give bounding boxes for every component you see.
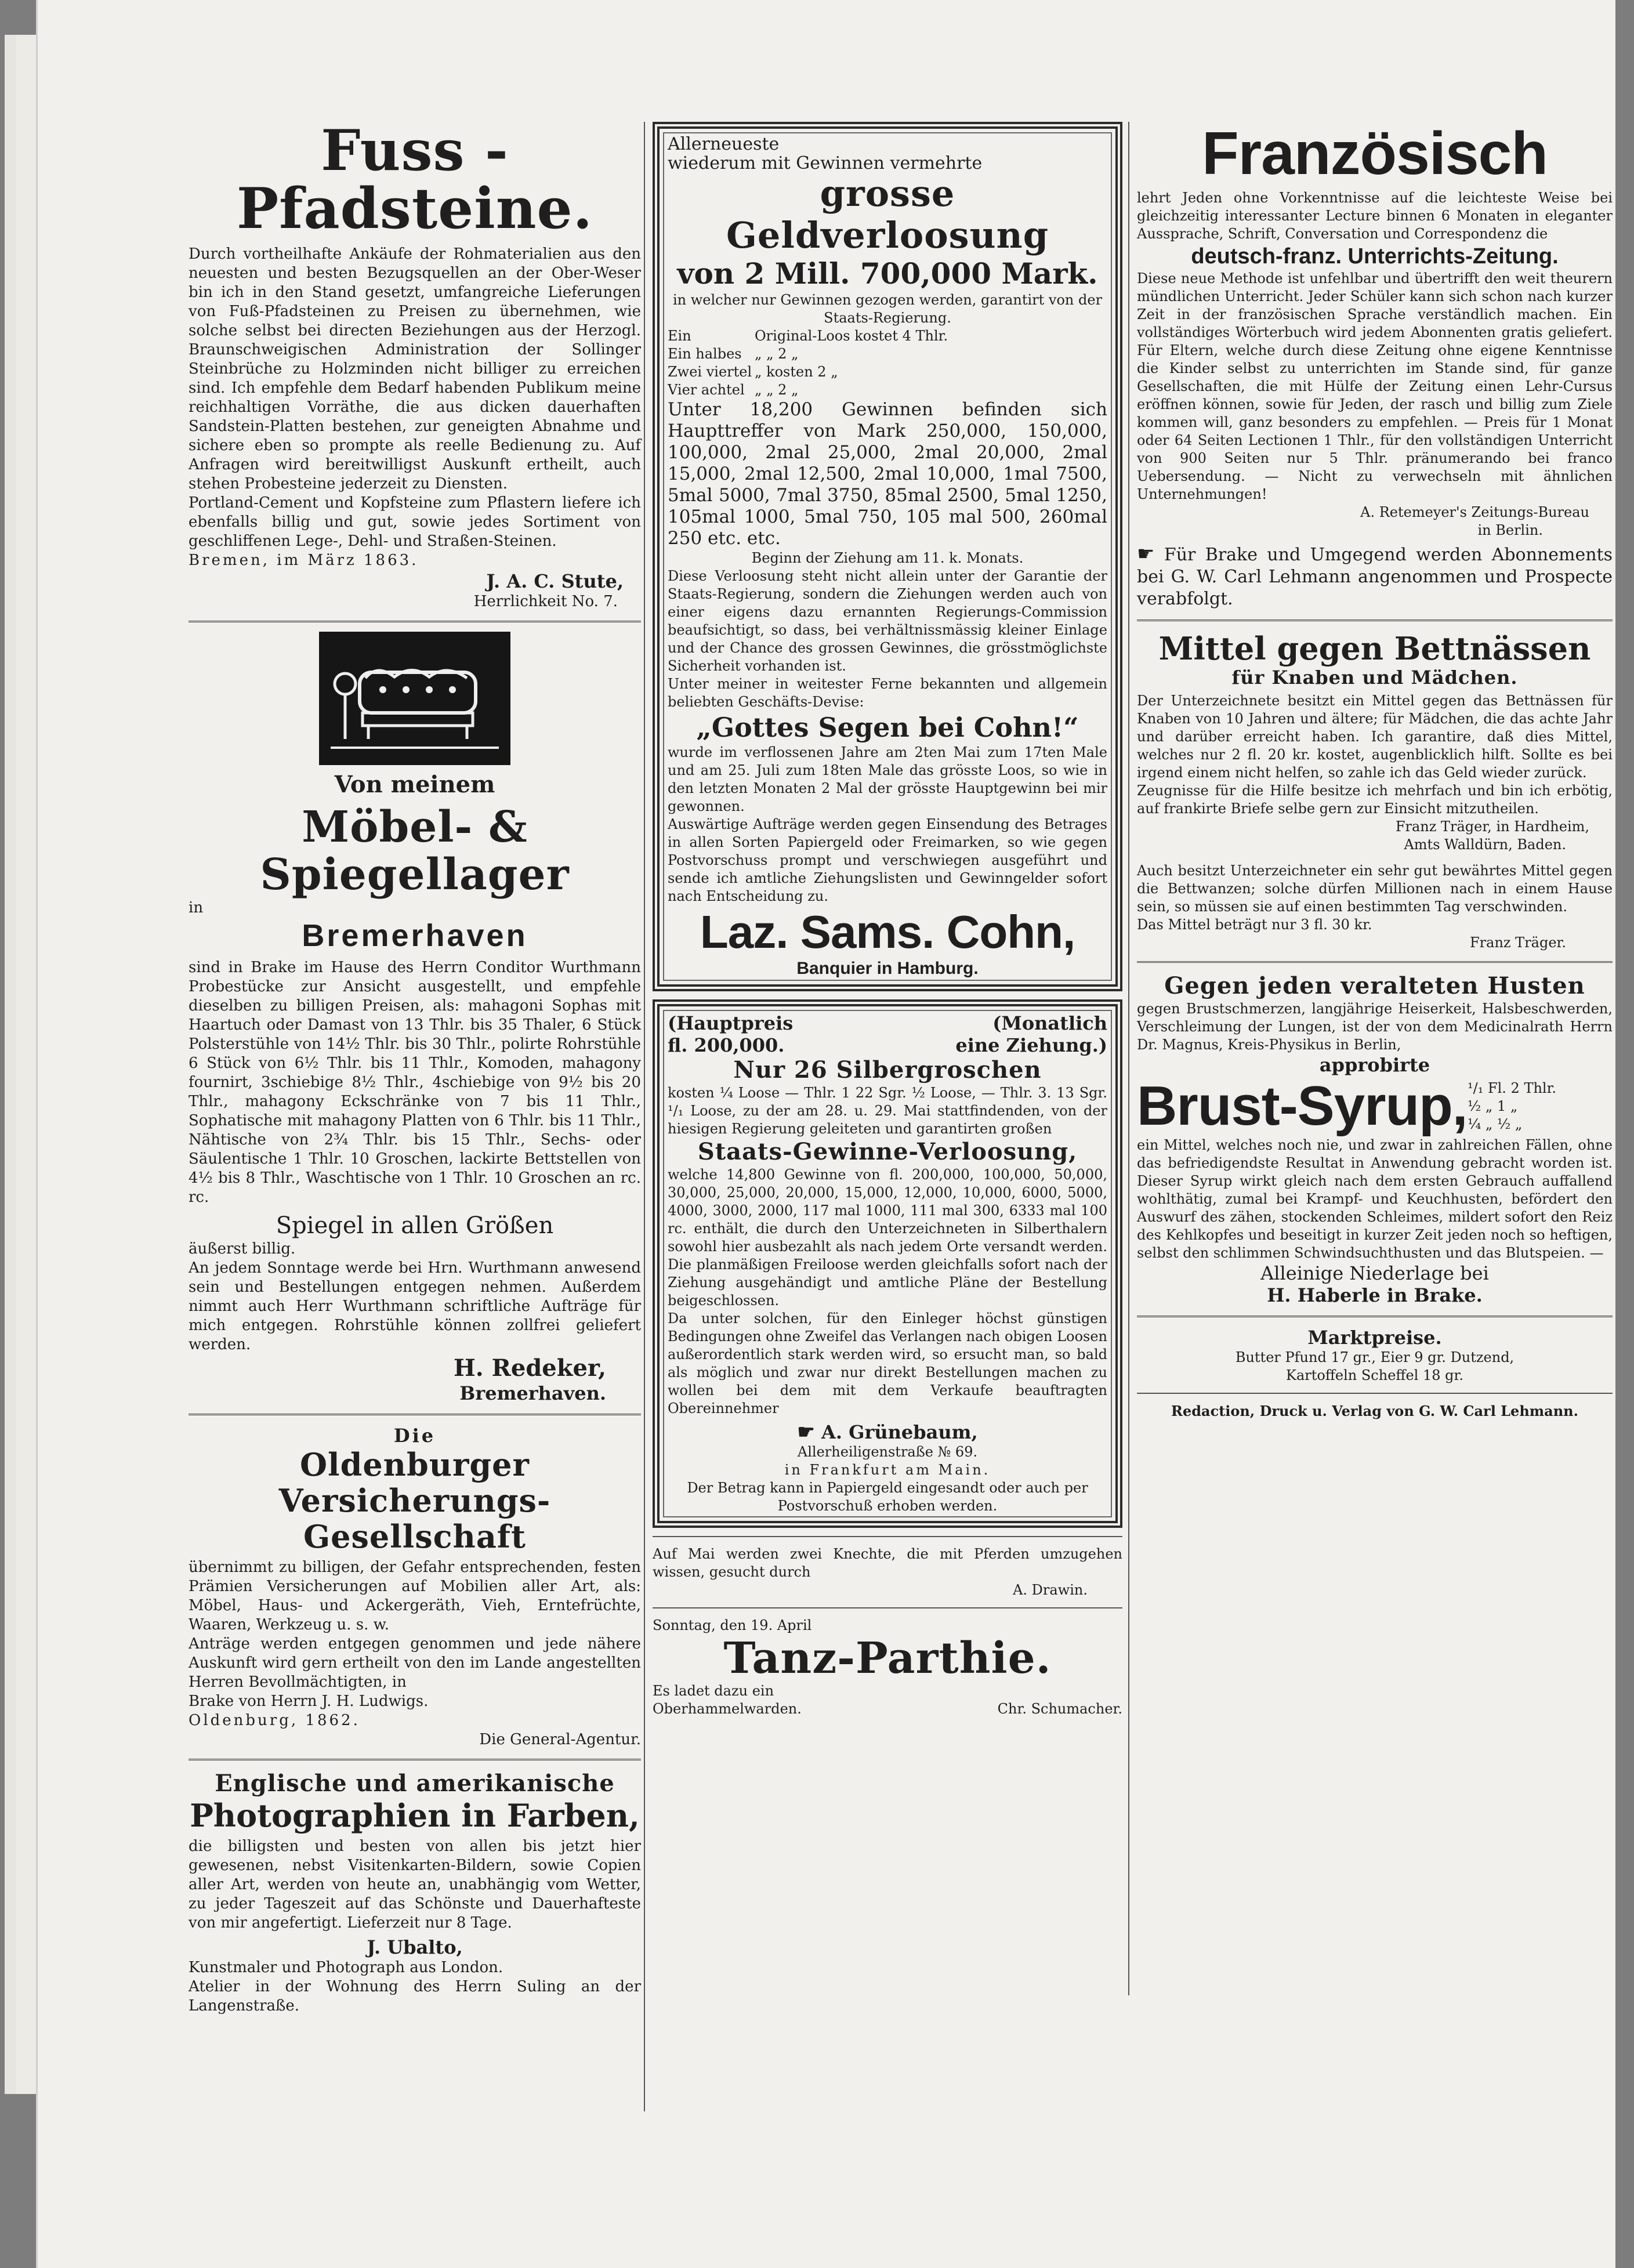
ad-title: Staats-Gewinne-Verloosung, — [697, 1138, 1078, 1165]
ad-kicker: Die — [393, 1425, 436, 1447]
price-label: Zwei viertel — [668, 364, 752, 380]
ad-body-2: Portland-Cement und Kopfsteine zum Pflastern liefere ich ebenfalls billig und gut, sowie jedes Sortiment von geschliffenen Lege-, Dehl- und Straßen-Steinen. — [189, 494, 641, 550]
signature-1: A. Retemeyer's Zeitungs-Bureau — [1360, 504, 1589, 520]
price-line: ¹/₁ Fl. 2 Thlr. — [1468, 1079, 1557, 1096]
separator — [189, 621, 641, 622]
separator — [1137, 1393, 1613, 1394]
ad-body: kosten ¼ Loose — Thlr. 1 22 Sgr. ½ Loose, — Thlr. 3. 13 Sgr. ¹/₁ Loose, zu der am 28. u. 29. Mai stattfindenden, von der hiesigen Regierung geleiteten und garantirten großen — [668, 1085, 1107, 1137]
header-left — [668, 1012, 793, 1056]
product-name: Brust-Syrup, — [1137, 1075, 1468, 1137]
product-row — [1137, 1076, 1613, 1136]
ad-knechte — [653, 1545, 1122, 1599]
price-line-1: Butter Pfund 17 gr., Eier 9 gr. Dutzend, — [1235, 1349, 1515, 1365]
ad-brust-syrup — [1137, 972, 1613, 1306]
ad-title-2: Photographien in Farben, — [190, 1797, 640, 1834]
note: Der Betrag kann in Papiergeld eingesandt oder auch per Postvorschuß erhoben werden. — [687, 1480, 1088, 1514]
price: Das Mittel beträgt nur 3 fl. 30 kr. — [1137, 916, 1372, 933]
ad-kicker: Von meinem — [334, 771, 495, 798]
price-line: ½ „ 1 „ — [1468, 1097, 1518, 1114]
address-2: in Frankfurt am Main. — [784, 1462, 991, 1478]
price-text: „ kosten 2 „ — [755, 364, 838, 380]
event-date: Sonntag, den 19. April — [653, 1617, 812, 1633]
ad-franzoesisch — [1137, 122, 1613, 610]
ad-bettnaessen — [1137, 631, 1613, 952]
imprint: Redaction, Druck u. Verlag von G. W. Carl Lehmann. — [1171, 1403, 1578, 1419]
invitation: Es ladet dazu ein Oberhammelwarden. — [653, 1683, 802, 1717]
paper-name: deutsch-franz. Unterrichts-Zeitung. — [1191, 244, 1559, 269]
price-label: Vier achtel — [668, 382, 745, 398]
price-line-2: Kartoffeln Scheffel 18 gr. — [1286, 1367, 1463, 1383]
price-text: „ „ 2 „ — [755, 346, 799, 362]
column-rule-left — [644, 122, 645, 2111]
price-list — [668, 327, 1107, 399]
address-1: Allerheiligenstraße № 69. — [797, 1444, 978, 1460]
ad-body-2: ein Mittel, welches noch nie, und zwar in zahlreichen Fällen, ohne das befriedigendste Resultat in Anwendung gebracht worden ist. Dieser Syrup wirkt gleich nach dem ersten Gebrauch auffallend wohlthätig, zumal bei Krampf- und Keuchhusten, befördert den Auswurf des zähen, stockenden Schleimes, mildert sofort den Reiz des Kehlkopfes und beseitigt in kurzer Zeit jeden noch so heftigen, selbst den schlimmen Schwindsuchthusten und das Blutspeien. — — [1137, 1137, 1613, 1261]
price-heading: Nur 26 Silbergroschen — [733, 1056, 1042, 1084]
price-row — [668, 327, 1107, 345]
ad-title: grosse Geldverloosung — [726, 172, 1049, 256]
price-line: ¼ „ ½ „ — [1468, 1115, 1523, 1132]
ad-title: Französisch — [1202, 120, 1548, 187]
separator — [1137, 1316, 1613, 1317]
product-prices — [1468, 1079, 1556, 1133]
ad-body: Durch vortheilhafte Ankäufe der Rohmaterialien aus den neuesten und besten Bezugsquellen an der Ober-Weser bin ich in den Stand gesetzt, umfangreiche Lieferungen von Fuß-Pfadsteinen zu Preisen zu übernehmen, wie solche selbst bei directen Beziehungen aus der Herzogl. Braunschweigischen Administration der Sollinger Steinbrüche zu Holzminden nicht billiger zu erreichen sind. Ich empfehle dem Bedarf habenden Publikum meine reichhaltigen Vorräthe, die aus dicken dauerhaften Sandstein-Platten bestehen, zur geneigten Abnahme und sichere eben so prompte als reelle Bedienung zu. Auf Anfragen wird bereitwilligst Auskunft ertheilt, auch stehen Probesteine jederzeit zu Diensten. — [189, 245, 641, 492]
signature-text: A. Grünebaum, — [821, 1421, 978, 1443]
ad-body: gegen Brustschmerzen, langjährige Heiserkeit, Halsbeschwerden, Verschleimung der Lungen, ist der von dem Medicinalrath Herrn Dr. Magnus, Kreis-Physikus in Berlin, — [1137, 1001, 1613, 1053]
header-row — [668, 1012, 1107, 1056]
separator — [1137, 619, 1613, 621]
ad-body-2: An jedem Sonntage werde bei Hrn. Wurthmann anwesend sein und Bestellungen entgegen nehmen. Außerdem nimmt auch Herr Wurthmann schriftliche Aufträge für mich entgegen. Rohrstühle können zollfrei geliefert werden. — [189, 1259, 641, 1353]
ad-title: Fuss - Pfadsteine. — [236, 118, 593, 241]
ad-body-2: welche 14,800 Gewinne von fl. 200,000, 100,000, 50,000, 30,000, 25,000, 20,000, 15,000, 12,000, 10,000, 6000, 5000, 4000, 3000, 2000, 117 mal 1000, 111 mal 300, 6333 mal 100 rc. enthält, die durch den Unterzeichneten in Silberthalern sowohl hier ausbezahlt als nach jedem Orte versandt werden. Die planmäßigen Freiloose werden gleichfalls sofort nach der Ziehung ausgehändigt und amtliche Pläne der Bestellung beigeschlossen. — [668, 1166, 1107, 1309]
ad-title-1: Englische und amerikanische — [215, 1770, 615, 1797]
column-3 — [1137, 122, 1613, 1420]
price-text: Original-Loos kostet 4 Thlr. — [755, 328, 948, 344]
ad-title: Gegen jeden veralteten Husten — [1164, 972, 1585, 999]
signature-place: Bremerhaven. — [459, 1382, 606, 1404]
subtitle: Spiegel in allen Größen — [276, 1212, 554, 1239]
price-row — [668, 363, 1107, 381]
separator — [1137, 961, 1613, 963]
ad-geldverloosung-cohn — [653, 122, 1122, 991]
ad-body: Auf Mai werden zwei Knechte, die mit Pferden umzugehen wissen, gesucht durch — [653, 1546, 1122, 1580]
ad-body-4: wurde im verflossenen Jahre am 2ten Mai zum 17ten Male und am 25. Juli zum 18ten Male das grösste Loos, so wie in den letzten Monaten 2 Mal der grösste Hauptgewinn bei mir gewonnen. — [668, 744, 1107, 814]
ad-body: sind in Brake im Hause des Herrn Conditor Wurthmann Probestücke zur Ansicht ausgestellt, und empfehle dieselben zu billigen Preisen, als: mahagoni Sophas mit Haartuch oder Damast von 13 Thlr. bis 35 Thaler, 6 Stück Polsterstühle von 14½ Thlr. bis 30 Thlr., polirte Rohrstühle 6 Stück von 6½ Thlr. bis 11 Thlr., Komoden, mahagony fournirt, 3schiebige 8½ Thlr., 4schiebige von 9½ bis 20 Thlr., mahagony Eckschränke von 7 bis 11 Thlr., Sophatische mit mahagony Platten von 6 Thlr. bis 11 Thlr., Nähtische von 2¾ Thlr. bis 15 Thlr., Sechs- oder Säulentische 1 Thlr. 10 Groschen, lackirte Bettstellen von 4½ bis 8 Thlr., Waschtische von 1 Thlr. 10 Groschen an rc. rc. — [189, 959, 641, 1206]
ad-body-3: Da unter solchen, für den Einleger höchst günstigen Bedingungen ohne Zweifel das Verlangen nach obigen Loosen außerordentlich stark werden wird, so ersucht man, so bald als möglich und zwar nur direkt Bestellungen machen zu wollen bei dem mit dem Verkaufe beauftragten Obereinnehmer — [668, 1310, 1107, 1416]
agent: Brake von Herrn J. H. Ludwigs. — [189, 1693, 429, 1710]
ad-intro: in welcher nur Gewinnen gezogen werden, garantirt von der Staats-Regierung. — [672, 292, 1103, 326]
signature-sub: Kunstmaler und Photograph aus London. — [189, 1959, 503, 1976]
signature: Chr. Schumacher. — [997, 1701, 1122, 1717]
ad-title: Mittel gegen Bettnässen — [1158, 630, 1591, 667]
column-1 — [189, 118, 641, 2016]
price-label: Ein halbes — [668, 346, 742, 362]
header-left-2: fl. 200,000. — [668, 1034, 785, 1056]
address: Herrlichkeit No. 7. — [473, 593, 618, 610]
ad-body: lehrt Jeden ohne Vorkenntnisse auf die leichteste Weise bei gleichzeitig interessanter Lecture binnen 6 Monaten in eleganter Aussprache, Schrift, Conversation und Correspondenz die — [1137, 190, 1613, 242]
local-agent — [1137, 543, 1613, 610]
ad-body-3: Auch besitzt Unterzeichneter ein sehr gut bewährtes Mittel gegen die Bettwanzen; solche dürfen Millionen nach in einem Hause sein, so müssen sie auf einen bestimmten Tag verschwinden. — [1137, 863, 1613, 915]
signature-2: in Berlin. — [1477, 522, 1543, 538]
ad-body-2: Zeugnisse für die Hilfe besitze ich mehrfach und bin ich erbötig, auf frankirte Briefe selbe gern zur Einsicht mitzutheilen. — [1137, 782, 1613, 817]
signature — [668, 1421, 1107, 1443]
ad-body-5: Auswärtige Aufträge werden gegen Einsendung des Betrages in allen Sorten Papiergeld oder Freimarken, so wie gegen Postvorschuss prompt und verschwiegen ausgeführt und sende ich amtliche Ziehungslisten und Gewinngelder sofort nach Entscheidung zu. — [668, 816, 1107, 904]
motto: „Gottes Segen bei Cohn!“ — [696, 712, 1079, 743]
city-name: Bremerhaven — [302, 918, 528, 953]
pointing-hand-icon: ☛ — [797, 1421, 815, 1444]
ad-moebel-spiegellager — [189, 632, 641, 1404]
pointing-hand-icon: ☛ — [1137, 542, 1155, 566]
signature: Franz Träger, in Hardheim, — [1395, 818, 1589, 835]
depot-name: H. Haberle in Brake. — [1267, 1284, 1483, 1306]
draw-date: Beginn der Ziehung am 11. k. Monats. — [751, 550, 1024, 566]
column-rule-right — [1128, 122, 1129, 1995]
ad-staats-gewinne-gruenebaum — [653, 999, 1122, 1528]
price-label: Ein — [668, 328, 691, 344]
ad-tanz-parthie — [653, 1617, 1122, 1718]
ad-photographien — [189, 1770, 641, 2016]
signature: A. Drawin. — [1013, 1582, 1088, 1598]
price-row — [668, 345, 1107, 363]
ad-body-3: Unter meiner in weitester Ferne bekannten und allgemein beliebten Geschäfts-Devise: — [668, 676, 1107, 710]
ad-body-2: Diese Verloosung steht nicht allein unter der Garantie der Staats-Regierung, sondern die Ziehungen werden auch von einer eigens dazu ernannten Regierungs-Commission beaufsichtigt, so dass, bei verhältnissmässig kleiner Einlage und der Chance des grossen Gewinnes, die grösstmöglichste Sicherheit vorhanden ist. — [668, 568, 1107, 674]
section-title: Marktpreise. — [1307, 1327, 1442, 1349]
place-date: Oldenburg, 1862. — [189, 1712, 360, 1729]
ad-amount: von 2 Mill. 700,000 Mark. — [677, 256, 1098, 291]
separator — [653, 1607, 1122, 1608]
ad-title: Oldenburger Versicherungs-Gesellschaft — [278, 1446, 551, 1555]
header-right-1: (Monatlich — [992, 1012, 1107, 1034]
ad-title: Tanz-Parthie. — [723, 1633, 1052, 1683]
ad-subtitle: für Knaben und Mädchen. — [1231, 666, 1518, 689]
address: Atelier in der Wohnung des Herrn Suling an der Langenstraße. — [189, 1978, 641, 2015]
ad-body: Unter 18,200 Gewinnen befinden sich Haupttreffer von Mark 250,000, 150,000, 100,000, 2mal 25,000, 2mal 20,000, 2mal 15,000, 2mal 12,500, 2mal 10,000, 1mal 7500, 5mal 5000, 7mal 3750, 85mal 2500, 5mal 1250, 105mal 1000, 5mal 750, 105 mal 500, 260mal 250 etc. etc. — [668, 399, 1107, 549]
column-2 — [653, 122, 1122, 1718]
price-text: „ „ 2 „ — [755, 382, 799, 398]
footer-row — [653, 1682, 1122, 1718]
ad-title: Möbel- & Spiegellager — [260, 802, 570, 900]
signature: Laz. Sams. Cohn, — [700, 906, 1075, 958]
header-right-2: eine Ziehung.) — [955, 1034, 1107, 1056]
header-right — [955, 1012, 1107, 1056]
ad-fuss-pfadsteine — [189, 118, 641, 611]
depot-label: Alleinige Niederlage bei — [1260, 1262, 1489, 1284]
signature-sub: Banquier in Hamburg. — [796, 959, 979, 978]
ad-body: Der Unterzeichnete besitzt ein Mittel gegen das Bettnässen für Knaben von 10 Jahren und ältere; für Mädchen, die das achte Jahr und darüber erreicht haben. Ich garantire, daß dies Mittel, welches nur 2 fl. 20 kr. kostet, augenblicklich hilft. Sollte es bei irgend einem nicht helfen, so zahle ich das Geld wieder zurück. — [1137, 693, 1613, 781]
place-date: Bremen, im März 1863. — [189, 552, 419, 569]
in-label: in — [189, 899, 204, 916]
separator — [189, 1414, 641, 1415]
separator — [189, 1759, 641, 1760]
ad-body-2: Anträge werden entgegen genommen und jede nähere Auskunft wird gern ertheilt von den im Lande angestellten Herren Bevollmächtigten, in — [189, 1635, 641, 1691]
sofa-woodcut-image — [319, 632, 510, 765]
local-agent-text: Für Brake und Umgegend werden Abonnements bei G. W. Carl Lehmann angenommen und Prospecte verabfolgt. — [1137, 545, 1613, 609]
signature: H. Redeker, — [453, 1354, 606, 1382]
signature-2: Franz Träger. — [1470, 934, 1566, 951]
price-row — [668, 381, 1107, 399]
ad-subtitle: wiederum mit Gewinnen vermehrte — [668, 153, 983, 173]
ad-oldenburger-versicherung — [189, 1425, 641, 1749]
ad-body-2: Diese neue Methode ist unfehlbar und übertrifft den weit theurern mündlichen Unterricht. Jeder Schüler kann sich schon nach kurzer Zeit in der französischen Sprache verständlich machen. Ein vollständiges Wörterbuch wird jedem Abonnenten gratis geliefert. Für Eltern, welche durch diese Zeitung ohne eigene Kenntnisse die Kinder selbst zu unterrichten im Stande sind, für ganze Gesellschaften, die mit Hülfe der Zeitung einen Lehr-Cursus eröffnen können, sowie für Jeden, der rasch und billig zum Ziele kommen will, ganz besonders zu empfehlen. — Preis für 1 Monat oder 64 Seiten Lectionen 1 Thlr., für den vollständigen Unterricht von 900 Seiten nur 5 Thlr. pränumerando bei franco Uebersendung. — Nicht zu verwechseln mit ähnlichen Unternehmungen! — [1137, 270, 1613, 502]
signature: J. A. C. Stute, — [486, 570, 624, 592]
approved-label: approbirte — [1319, 1054, 1430, 1076]
header-left-1: (Hauptpreis — [668, 1012, 794, 1034]
marktpreise — [1137, 1327, 1613, 1385]
signature-sub: Amts Walldürn, Baden. — [1404, 836, 1566, 853]
ad-body: übernimmt zu billigen, der Gefahr entsprechenden, festen Prämien Versicherungen auf Mobilien aller Art, als: Möbel, Haus- und Ackergeräth, Vieh, Erntefrüchte, Waaren, Werkzeug u. s. w. — [189, 1559, 641, 1633]
separator — [653, 1536, 1122, 1537]
subnote: äußerst billig. — [189, 1240, 296, 1258]
ad-kicker: Allerneueste — [668, 134, 780, 154]
signature: J. Ubalto, — [367, 1936, 463, 1958]
ad-body: die billigsten und besten von allen bis jetzt hier gewesenen, nebst Visitenkarten-Bildern, sowie Copien aller Art, werden von heute an, unabhängig vom Wetter, zu jeder Tageszeit auf das Schönste und Dauerhafteste von mir angefertigt. Lieferzeit nur 8 Tage. — [189, 1838, 641, 1932]
signature: Die General-Agentur. — [479, 1731, 641, 1748]
